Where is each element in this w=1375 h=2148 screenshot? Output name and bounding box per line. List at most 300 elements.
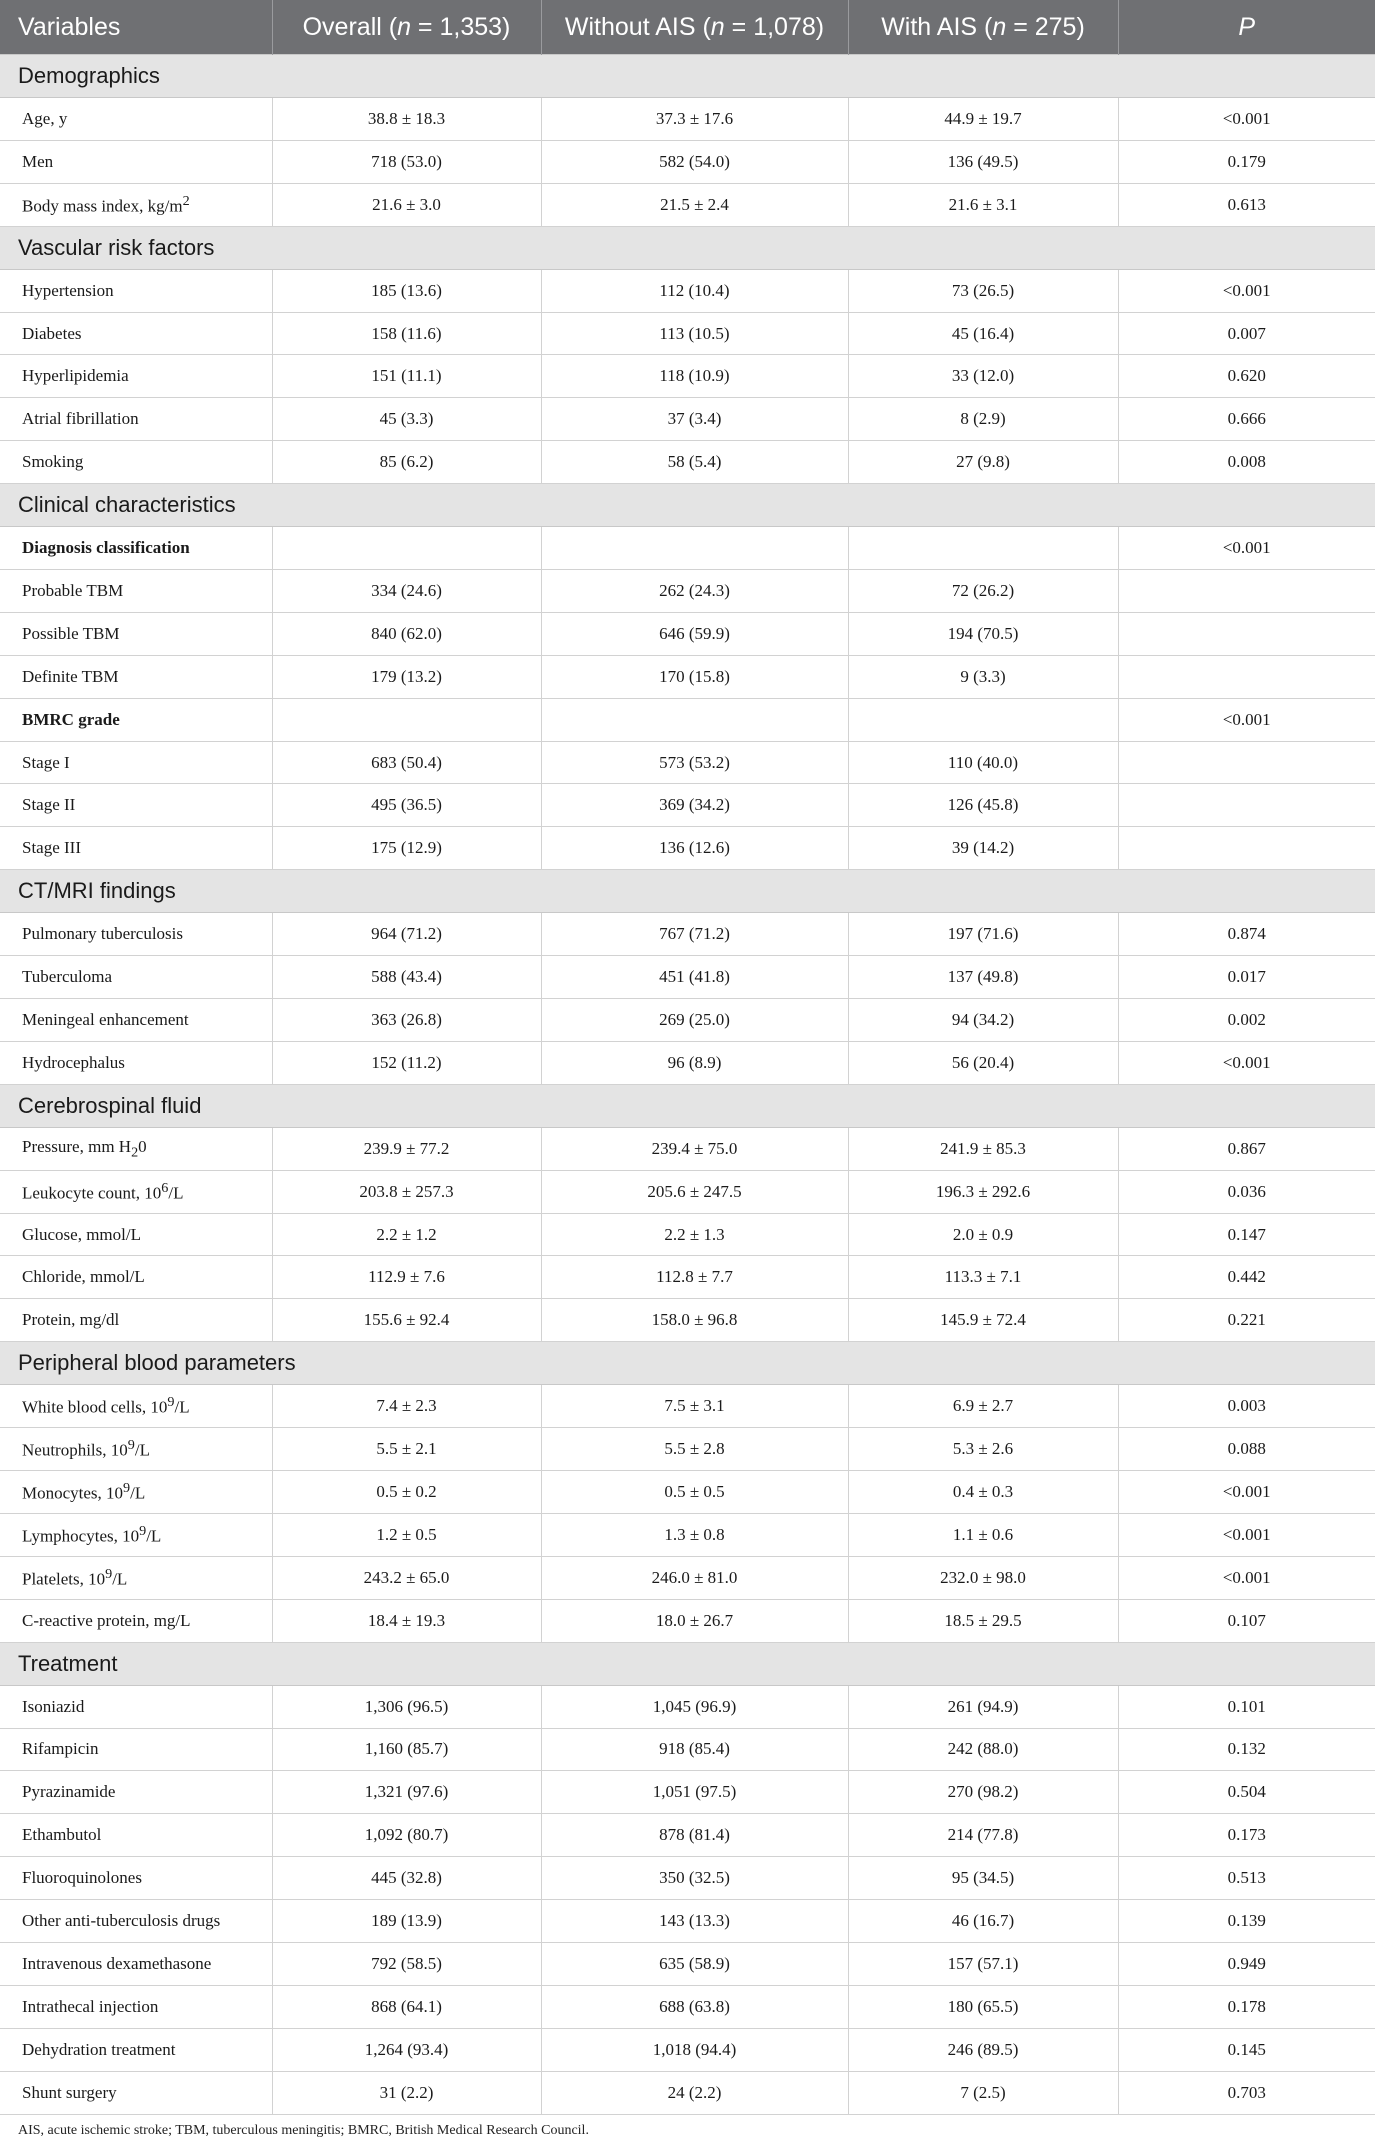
row-label [0,698,272,741]
row-label-text: Smoking [22,452,84,472]
p-value-cell: <0.001 [1118,98,1375,141]
row-label-superscript: 2 [182,192,190,209]
p-value-cell: <0.001 [1118,1471,1375,1514]
p-value-cell: 0.949 [1118,1942,1375,1985]
value-cell: 1,018 (94.4) [541,2028,848,2071]
section-header-row [0,870,1375,913]
value-cell: 270 (98.2) [848,1771,1118,1814]
row-label [0,1299,272,1342]
value-cell: 33 (12.0) [848,355,1118,398]
row-label-text: Body mass index, kg/m [22,196,183,216]
row-label-text: Neutrophils, 10 [22,1440,128,1460]
value-cell: 0.5 ± 0.5 [541,1471,848,1514]
row-label [0,2028,272,2071]
p-value-cell: 0.017 [1118,956,1375,999]
table-row [0,1985,1375,2028]
value-cell: 37.3 ± 17.6 [541,98,848,141]
value-cell: 194 (70.5) [848,612,1118,655]
row-label [0,1900,272,1943]
row-label-text: Men [22,151,54,171]
section-header-row [0,1642,1375,1685]
p-value-cell [1118,655,1375,698]
row-label-text: Stage I [22,752,70,772]
row-label [0,2071,272,2114]
value-cell: 242 (88.0) [848,1728,1118,1771]
row-label [0,1599,272,1642]
p-value-cell: 0.442 [1118,1256,1375,1299]
row-label [0,655,272,698]
value-cell: 241.9 ± 85.3 [848,1127,1118,1170]
value-cell: 1,321 (97.6) [272,1771,541,1814]
p-value-cell: 0.002 [1118,999,1375,1042]
value-cell: 5.3 ± 2.6 [848,1428,1118,1471]
table-row [0,98,1375,141]
row-label-text: Glucose, mmol/L [22,1224,141,1244]
row-label-text: Lymphocytes, 10 [22,1526,140,1546]
row-label-superscript: 9 [127,1437,135,1454]
value-cell: 262 (24.3) [541,570,848,613]
row-label [0,1985,272,2028]
header-row [0,0,1375,55]
value-cell: 58 (5.4) [541,441,848,484]
value-cell: 95 (34.5) [848,1857,1118,1900]
p-value-cell: 0.003 [1118,1385,1375,1428]
table-row [0,1728,1375,1771]
p-value-cell: 0.513 [1118,1857,1375,1900]
value-cell: 2.2 ± 1.3 [541,1213,848,1256]
value-cell [272,698,541,741]
p-value-cell: 0.874 [1118,913,1375,956]
value-cell: 239.4 ± 75.0 [541,1127,848,1170]
table-row [0,355,1375,398]
value-cell: 112 (10.4) [541,269,848,312]
table-row [0,913,1375,956]
p-value-cell: <0.001 [1118,269,1375,312]
row-label [0,999,272,1042]
p-value-cell: 0.173 [1118,1814,1375,1857]
value-cell: 718 (53.0) [272,140,541,183]
row-label-text: Fluoroquinolones [22,1868,142,1888]
table-row [0,269,1375,312]
row-label [0,612,272,655]
value-cell: 158.0 ± 96.8 [541,1299,848,1342]
row-label [0,1771,272,1814]
value-cell: 8 (2.9) [848,398,1118,441]
row-label-text: Hypertension [22,280,114,300]
table-row [0,1041,1375,1084]
row-label-superscript: 9 [139,1523,147,1540]
row-label-unit: /L [130,1483,146,1503]
value-cell: 246.0 ± 81.0 [541,1556,848,1599]
row-label-text: Isoniazid [22,1696,85,1716]
value-cell: 37 (3.4) [541,398,848,441]
value-cell: 646 (59.9) [541,612,848,655]
section-title: Vascular risk factors [0,226,1375,269]
value-cell: 27 (9.8) [848,441,1118,484]
value-cell: 72 (26.2) [848,570,1118,613]
row-label-unit: /L [112,1569,128,1589]
value-cell: 269 (25.0) [541,999,848,1042]
row-label-text: Shunt surgery [22,2082,117,2102]
value-cell: 110 (40.0) [848,741,1118,784]
row-label-text: Hyperlipidemia [22,366,129,386]
value-cell: 94 (34.2) [848,999,1118,1042]
row-label-text: Definite TBM [22,666,119,686]
value-cell: 7 (2.5) [848,2071,1118,2114]
value-cell: 214 (77.8) [848,1814,1118,1857]
p-value-cell [1118,570,1375,613]
value-cell: 261 (94.9) [848,1685,1118,1728]
value-cell: 21.5 ± 2.4 [541,183,848,226]
value-cell: 96 (8.9) [541,1041,848,1084]
value-cell: 196.3 ± 292.6 [848,1170,1118,1213]
value-cell: 39 (14.2) [848,827,1118,870]
column-header-count: = 1,078) [724,12,825,41]
value-cell: 6.9 ± 2.7 [848,1385,1118,1428]
table-row [0,1857,1375,1900]
section-title: Clinical characteristics [0,484,1375,527]
table-row [0,784,1375,827]
table-row [0,1170,1375,1213]
p-value-cell: 0.132 [1118,1728,1375,1771]
column-header-2 [541,0,848,55]
row-label-text: Tuberculoma [22,967,113,987]
table-row [0,827,1375,870]
row-label [0,784,272,827]
row-label [0,1513,272,1556]
row-label [0,140,272,183]
value-cell: 18.5 ± 29.5 [848,1599,1118,1642]
value-cell: 0.5 ± 0.2 [272,1471,541,1514]
row-label-text: Probable TBM [22,580,124,600]
row-label [0,827,272,870]
row-label-text: Stage II [22,795,76,815]
table-row [0,1299,1375,1342]
p-value-cell: 0.107 [1118,1599,1375,1642]
row-label [0,183,272,226]
row-label [0,398,272,441]
row-label [0,98,272,141]
value-cell: 112.9 ± 7.6 [272,1256,541,1299]
row-label-text: Leukocyte count, 10 [22,1183,162,1203]
row-label-text: Pyrazinamide [22,1782,116,1802]
section-title: Peripheral blood parameters [0,1342,1375,1385]
row-label-text: Intrathecal injection [22,1996,159,2016]
row-label-text: Pressure, mm H [22,1136,132,1156]
value-cell: 1.3 ± 0.8 [541,1513,848,1556]
p-value-cell: 0.703 [1118,2071,1375,2114]
table-row [0,183,1375,226]
table-row [0,2028,1375,2071]
p-value-cell: 0.036 [1118,1170,1375,1213]
table-row [0,1471,1375,1514]
value-cell: 85 (6.2) [272,441,541,484]
value-cell: 1,092 (80.7) [272,1814,541,1857]
row-label [0,355,272,398]
row-label-text: Meningeal enhancement [22,1009,189,1029]
value-cell: 158 (11.6) [272,312,541,355]
value-cell: 7.4 ± 2.3 [272,1385,541,1428]
value-cell: 232.0 ± 98.0 [848,1556,1118,1599]
value-cell: 1.1 ± 0.6 [848,1513,1118,1556]
value-cell: 157 (57.1) [848,1942,1118,1985]
table-row [0,1556,1375,1599]
value-cell: 5.5 ± 2.8 [541,1428,848,1471]
row-label [0,1814,272,1857]
row-label-unit: /L [134,1440,150,1460]
value-cell: 582 (54.0) [541,140,848,183]
p-value-cell: 0.139 [1118,1900,1375,1943]
value-cell: 5.5 ± 2.1 [272,1428,541,1471]
row-label-text: Atrial fibrillation [22,409,139,429]
value-cell: 197 (71.6) [848,913,1118,956]
table-row [0,441,1375,484]
table-body [0,55,1375,2139]
table-row [0,1814,1375,1857]
section-title: Demographics [0,55,1375,98]
value-cell: 185 (13.6) [272,269,541,312]
p-value-cell [1118,741,1375,784]
column-header-text: Overall ( [302,12,398,41]
column-header-text: Variables [18,12,121,41]
table-row [0,1599,1375,1642]
table-row [0,1942,1375,1985]
value-cell: 189 (13.9) [272,1900,541,1943]
row-label-text: White blood cells, 10 [22,1398,168,1418]
value-cell: 18.0 ± 26.7 [541,1599,848,1642]
value-cell: 243.2 ± 65.0 [272,1556,541,1599]
row-label-text: Protein, mg/dl [22,1310,120,1330]
row-label [0,1385,272,1428]
row-label-subscript: 2 [131,1143,139,1160]
value-cell: 136 (12.6) [541,827,848,870]
column-header-symbol: P [1238,12,1256,41]
value-cell: 73 (26.5) [848,269,1118,312]
row-label [0,1041,272,1084]
row-label-text: Hydrocephalus [22,1052,125,1072]
value-cell: 363 (26.8) [272,999,541,1042]
row-label [0,913,272,956]
row-label-text: Platelets, 10 [22,1569,106,1589]
p-value-cell: <0.001 [1118,1513,1375,1556]
row-label-text: Diagnosis classification [22,538,190,558]
row-label-text: Possible TBM [22,623,120,643]
value-cell: 7.5 ± 3.1 [541,1385,848,1428]
value-cell [541,698,848,741]
value-cell: 445 (32.8) [272,1857,541,1900]
p-value-cell [1118,612,1375,655]
table-row [0,1513,1375,1556]
row-label [0,1556,272,1599]
p-value-cell: <0.001 [1118,1041,1375,1084]
row-label-superscript: 9 [167,1394,175,1411]
row-label [0,956,272,999]
value-cell: 112.8 ± 7.7 [541,1256,848,1299]
value-cell [272,527,541,570]
row-label [0,1728,272,1771]
column-header-text: With AIS ( [881,12,993,41]
value-cell: 0.4 ± 0.3 [848,1471,1118,1514]
value-cell: 145.9 ± 72.4 [848,1299,1118,1342]
table-row [0,612,1375,655]
value-cell: 175 (12.9) [272,827,541,870]
value-cell: 113 (10.5) [541,312,848,355]
column-header-count: = 275) [1006,12,1085,41]
row-label-superscript: 9 [123,1480,131,1497]
p-value-cell: <0.001 [1118,527,1375,570]
p-value-cell: 0.178 [1118,1985,1375,2028]
column-header-count: = 1,353) [410,12,511,41]
footnote-row [0,2114,1375,2139]
p-value-cell [1118,784,1375,827]
row-label-text: Dehydration treatment [22,2039,176,2059]
value-cell: 38.8 ± 18.3 [272,98,541,141]
row-label [0,1127,272,1170]
value-cell: 203.8 ± 257.3 [272,1170,541,1213]
table-row [0,999,1375,1042]
footnote: AIS, acute ischemic stroke; TBM, tuberculous meningitis; BMRC, British Medical Research Council. [18,2122,589,2138]
value-cell: 635 (58.9) [541,1942,848,1985]
p-value-cell: 0.101 [1118,1685,1375,1728]
value-cell: 137 (49.8) [848,956,1118,999]
value-cell: 155.6 ± 92.4 [272,1299,541,1342]
row-label-text: Stage III [22,838,82,858]
row-label [0,1942,272,1985]
row-label [0,1256,272,1299]
row-label-text: C-reactive protein, mg/L [22,1610,191,1630]
value-cell: 151 (11.1) [272,355,541,398]
value-cell: 46 (16.7) [848,1900,1118,1943]
section-header-row [0,484,1375,527]
row-label-text: Other anti-tuberculosis drugs [22,1911,221,1930]
p-value-cell: 0.504 [1118,1771,1375,1814]
column-header-symbol: n [397,12,411,41]
column-header-0 [0,0,272,55]
p-value-cell: 0.007 [1118,312,1375,355]
row-label-text: Age, y [22,108,68,128]
value-cell: 588 (43.4) [272,956,541,999]
row-label-superscript: 9 [105,1565,113,1582]
section-header-row [0,1342,1375,1385]
column-header-4 [1118,0,1375,55]
table-row [0,398,1375,441]
value-cell: 24 (2.2) [541,2071,848,2114]
row-label [0,1857,272,1900]
value-cell: 683 (50.4) [272,741,541,784]
p-value-cell: 0.088 [1118,1428,1375,1471]
value-cell: 205.6 ± 247.5 [541,1170,848,1213]
value-cell: 113.3 ± 7.1 [848,1256,1118,1299]
table-row [0,956,1375,999]
table-row [0,1256,1375,1299]
table-row [0,655,1375,698]
value-cell: 239.9 ± 77.2 [272,1127,541,1170]
row-label [0,1428,272,1471]
row-label [0,1170,272,1213]
value-cell: 2.0 ± 0.9 [848,1213,1118,1256]
value-cell: 688 (63.8) [541,1985,848,2028]
p-value-cell: 0.620 [1118,355,1375,398]
value-cell: 45 (3.3) [272,398,541,441]
value-cell: 369 (34.2) [541,784,848,827]
value-cell: 792 (58.5) [272,1942,541,1985]
section-title: Treatment [0,1642,1375,1685]
table-row [0,1428,1375,1471]
row-label-unit: 0 [138,1136,147,1156]
table-row [0,527,1375,570]
p-value-cell: 0.145 [1118,2028,1375,2071]
row-label-text: Pulmonary tuberculosis [22,924,184,944]
table-row [0,1685,1375,1728]
column-header-text: Without AIS ( [564,12,711,41]
row-label-unit: /L [174,1398,190,1418]
value-cell: 126 (45.8) [848,784,1118,827]
table-row [0,1213,1375,1256]
table-row [0,1385,1375,1428]
row-label-text: BMRC grade [22,709,120,729]
p-value-cell: 0.221 [1118,1299,1375,1342]
section-header-row [0,55,1375,98]
row-label [0,1471,272,1514]
row-label [0,527,272,570]
value-cell: 767 (71.2) [541,913,848,956]
p-value-cell: 0.147 [1118,1213,1375,1256]
table-row [0,698,1375,741]
value-cell: 9 (3.3) [848,655,1118,698]
p-value-cell [1118,827,1375,870]
p-value-cell: 0.867 [1118,1127,1375,1170]
table-row [0,1127,1375,1170]
value-cell: 170 (15.8) [541,655,848,698]
row-label [0,570,272,613]
row-label [0,1213,272,1256]
row-label-unit: /L [146,1526,162,1546]
row-label-text: Diabetes [22,323,82,343]
value-cell: 1,160 (85.7) [272,1728,541,1771]
value-cell: 118 (10.9) [541,355,848,398]
section-header-row [0,226,1375,269]
value-cell: 246 (89.5) [848,2028,1118,2071]
column-header-symbol: n [992,12,1007,41]
p-value-cell: <0.001 [1118,1556,1375,1599]
value-cell: 44.9 ± 19.7 [848,98,1118,141]
value-cell: 1,306 (96.5) [272,1685,541,1728]
value-cell: 1.2 ± 0.5 [272,1513,541,1556]
table-row [0,570,1375,613]
row-label-text: Intravenous dexamethasone [22,1953,212,1973]
column-header-1 [272,0,541,55]
row-label-superscript: 6 [161,1179,169,1196]
value-cell: 152 (11.2) [272,1041,541,1084]
value-cell: 136 (49.5) [848,140,1118,183]
value-cell: 451 (41.8) [541,956,848,999]
value-cell: 21.6 ± 3.0 [272,183,541,226]
p-value-cell: 0.666 [1118,398,1375,441]
row-label [0,1685,272,1728]
value-cell: 143 (13.3) [541,1900,848,1943]
value-cell: 964 (71.2) [272,913,541,956]
table-row [0,741,1375,784]
value-cell: 180 (65.5) [848,1985,1118,2028]
value-cell [848,527,1118,570]
value-cell: 45 (16.4) [848,312,1118,355]
table-row [0,140,1375,183]
value-cell: 2.2 ± 1.2 [272,1213,541,1256]
value-cell: 1,045 (96.9) [541,1685,848,1728]
value-cell: 1,051 (97.5) [541,1771,848,1814]
value-cell: 179 (13.2) [272,655,541,698]
section-title: Cerebrospinal fluid [0,1084,1375,1127]
